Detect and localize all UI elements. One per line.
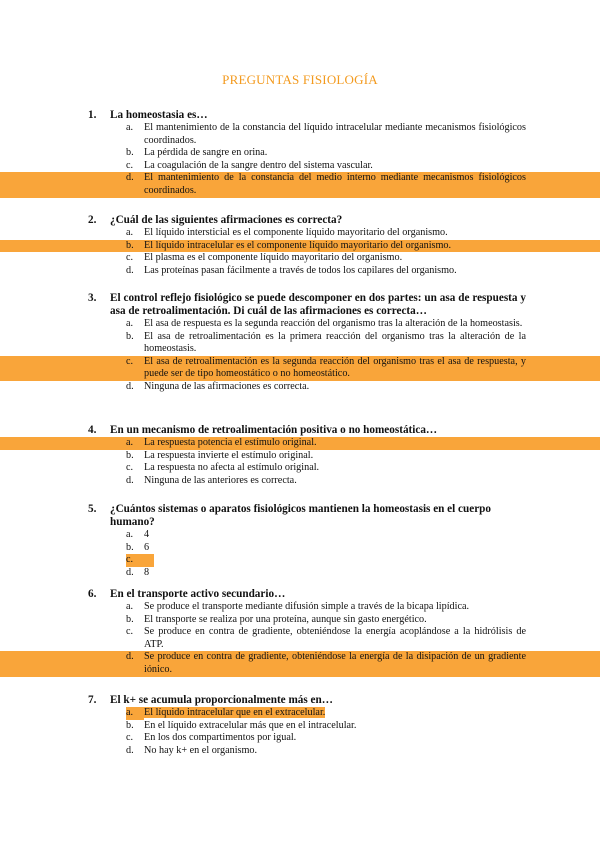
- option-b: [0, 331, 600, 356]
- question-header: [0, 109, 600, 122]
- question-header: [0, 588, 600, 601]
- option-text: [144, 707, 526, 720]
- option-a-highlighted: [0, 707, 600, 720]
- option-text: La respuesta invierte el estímulo original.: [144, 449, 314, 461]
- question-number: 1.: [88, 109, 97, 121]
- option-text: Ninguna de las afirmaciones es correcta.: [144, 380, 310, 392]
- option-letter: b.: [126, 449, 134, 461]
- question-text: El control reflejo fisiológico se puede descomponer en dos partes: un asa de respuesta y asa de retroalimentación. Di cuál de las afirmaciones es correcta…: [110, 292, 526, 317]
- option-letter: a.: [126, 601, 134, 612]
- option-c-highlighted: [0, 554, 600, 567]
- option-a: [0, 529, 600, 542]
- question-number: 7.: [88, 694, 97, 706]
- option-text: El asa de retroalimentación es la primera reacción del organismo tras la alteración de la homeostasis.: [144, 330, 526, 355]
- options-list: [0, 122, 600, 198]
- option-text: No hay k+ en el organismo.: [144, 744, 258, 756]
- option-c: [0, 462, 600, 475]
- option-letter: d.: [126, 172, 134, 184]
- question-header: [0, 292, 600, 318]
- option-text: Se produce el transporte mediante difusión simple a través de la bicapa lipídica.: [144, 601, 470, 612]
- option-letter: a.: [126, 227, 134, 238]
- option-letter: b.: [126, 330, 134, 342]
- option-text-highlight: El líquido intracelular que en el extracelular.: [144, 707, 326, 718]
- question-5: [0, 503, 600, 579]
- option-a: [0, 122, 600, 147]
- option-letter: d.: [126, 566, 134, 578]
- option-letter: c.: [126, 732, 134, 744]
- question-number: 4.: [88, 424, 97, 436]
- question-header: [0, 694, 600, 707]
- option-a-highlighted: [0, 437, 600, 450]
- option-letter: b.: [126, 719, 134, 731]
- question-3: [0, 292, 600, 394]
- option-text: Las proteínas pasan fácilmente a través de todos los capilares del organismo.: [144, 264, 457, 276]
- option-text: El transporte se realiza por una proteína, aunque sin gasto energético.: [144, 613, 427, 625]
- option-b: [0, 614, 600, 627]
- option-text: 6: [144, 541, 150, 553]
- question-header: [0, 503, 600, 529]
- options-list: [0, 529, 600, 579]
- option-letter: a.: [126, 318, 134, 329]
- option-d: [0, 567, 600, 580]
- option-text: En el líquido extracelular más que en el intracelular.: [144, 719, 357, 731]
- question-header: [0, 214, 600, 227]
- option-b-highlighted: [0, 240, 600, 253]
- option-letter: a.: [126, 529, 134, 540]
- option-letter: b.: [126, 239, 134, 251]
- option-b: [0, 542, 600, 555]
- option-d-highlighted: [0, 172, 600, 197]
- option-text: [144, 554, 526, 567]
- option-text: El mantenimiento de la constancia del líquido intracelular mediante mecanismos fisiológicos coordinados.: [144, 122, 526, 146]
- option-a: [0, 318, 600, 331]
- option-text: En los dos compartimentos por igual.: [144, 732, 297, 744]
- question-text: En un mecanismo de retroalimentación positiva o no homeostática…: [110, 424, 438, 436]
- option-d: [0, 475, 600, 488]
- option-letter: d.: [126, 744, 134, 756]
- option-a: [0, 227, 600, 240]
- option-text: La respuesta no afecta al estímulo original.: [144, 462, 320, 474]
- option-a: [0, 601, 600, 614]
- option-text: El plasma es el componente líquido mayoritario del organismo.: [144, 252, 403, 264]
- option-text: El mantenimiento de la constancia del medio interno mediante mecanismos fisiológicos coordinados.: [144, 172, 526, 196]
- question-header: [0, 424, 600, 437]
- option-text: El asa de retroalimentación es la segunda reacción del organismo tras el asa de respuesta, y puede ser de tipo homeostático o no homeostático.: [144, 355, 526, 380]
- option-text: La respuesta potencia el estímulo original.: [144, 437, 526, 450]
- options-list: [0, 707, 600, 757]
- option-d: [0, 381, 600, 394]
- option-b: [0, 147, 600, 160]
- question-4: [0, 424, 600, 487]
- option-text: El líquido intracelular es el componente líquido mayoritario del organismo.: [144, 240, 526, 253]
- question-text: El k+ se acumula proporcionalmente más en…: [110, 694, 333, 706]
- options-list: [0, 227, 600, 277]
- question-6: [0, 588, 600, 677]
- option-letter: d.: [126, 264, 134, 276]
- question-number: 6.: [88, 588, 97, 600]
- option-letter: b.: [126, 147, 134, 159]
- option-letter: b.: [126, 613, 134, 625]
- option-text: 8: [144, 566, 150, 578]
- options-list: [0, 437, 600, 487]
- option-letter: c.: [126, 159, 134, 171]
- option-text: Se produce en contra de gradiente, obteniéndose la energía acoplándose a la hidrólisis de ATP.: [144, 626, 526, 650]
- option-text: La pérdida de sangre en orina.: [144, 147, 268, 159]
- option-b: [0, 450, 600, 463]
- question-1: [0, 109, 600, 198]
- options-list: [0, 601, 600, 677]
- option-d-highlighted: [0, 651, 600, 676]
- option-letter: a.: [126, 437, 134, 448]
- question-text: ¿Cuántos sistemas o aparatos fisiológicos mantienen la homeostasis en el cuerpo humano?: [110, 503, 491, 528]
- option-letter: d.: [126, 474, 134, 486]
- option-text: 4: [144, 529, 150, 540]
- option-letter: c.: [126, 554, 154, 567]
- option-c: [0, 252, 600, 265]
- question-text: En el transporte activo secundario…: [110, 588, 286, 600]
- question-2: [0, 214, 600, 277]
- option-d: [0, 745, 600, 758]
- option-text: La coagulación de la sangre dentro del sistema vascular.: [144, 159, 373, 171]
- page-title: PREGUNTAS FISIOLOGÍA: [222, 72, 378, 87]
- question-7: [0, 694, 600, 757]
- question-text: ¿Cuál de las siguientes afirmaciones es correcta?: [110, 214, 343, 226]
- options-list: [0, 318, 600, 394]
- option-letter: a.: [126, 122, 134, 133]
- option-c: [0, 626, 600, 651]
- option-c-highlighted: [0, 356, 600, 381]
- option-letter: c.: [126, 462, 134, 474]
- option-d: [0, 265, 600, 278]
- option-letter: c.: [126, 355, 134, 367]
- option-text: El líquido intersticial es el componente líquido mayoritario del organismo.: [144, 227, 448, 238]
- question-text: La homeostasia es…: [110, 109, 208, 121]
- question-number: 2.: [88, 214, 97, 226]
- question-number: 3.: [88, 292, 97, 304]
- option-b: [0, 720, 600, 733]
- option-letter: c.: [126, 626, 134, 638]
- option-text: El asa de respuesta es la segunda reacción del organismo tras la alteración de la homeostasis.: [144, 318, 523, 329]
- option-letter: b.: [126, 541, 134, 553]
- option-letter: d.: [126, 380, 134, 392]
- option-letter: a.: [126, 707, 144, 720]
- option-c: [0, 732, 600, 745]
- option-text: Ninguna de las anteriores es correcta.: [144, 474, 297, 486]
- question-number: 5.: [88, 503, 97, 515]
- option-c: [0, 160, 600, 173]
- option-letter: c.: [126, 252, 134, 264]
- option-letter: d.: [126, 651, 134, 663]
- option-text: Se produce en contra de gradiente, obteniéndose la energía de la disipación de un gradiente iónico.: [144, 651, 526, 675]
